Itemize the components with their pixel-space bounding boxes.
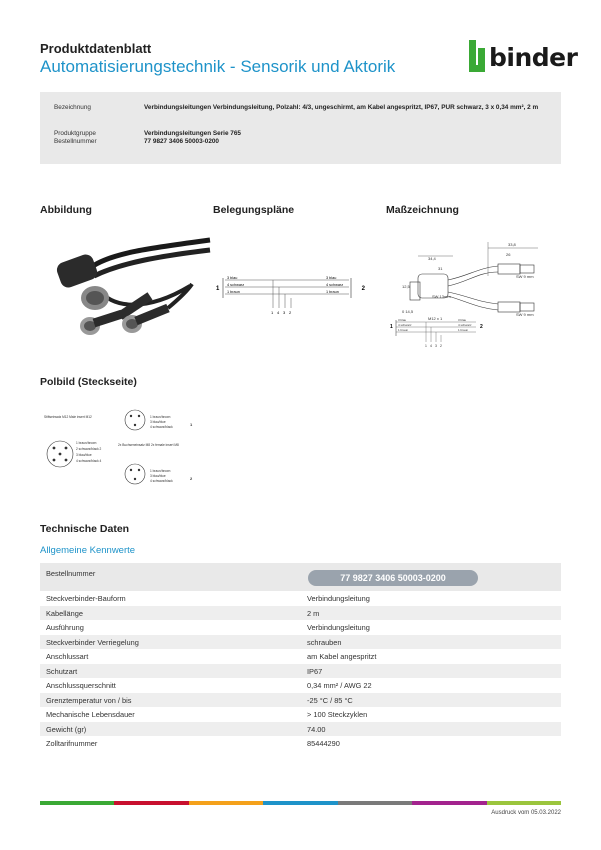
spec-value: -25 °C / 85 °C <box>307 695 353 705</box>
spec-value: IP67 <box>307 666 323 676</box>
pin-left: 4 schwarz/black 4 <box>76 459 102 463</box>
info-row-bezeichnung <box>54 104 547 130</box>
spec-table <box>40 591 561 751</box>
tech-subtitle: Allgemeine Kennwerte <box>40 545 136 556</box>
wiring-pin: 2 <box>289 310 292 315</box>
spec-key: Steckverbinder-Bauform <box>46 594 126 603</box>
pin-label-female: 2x Buchseneinsatz M8 2x female insert M8 <box>118 443 179 447</box>
info-value: Verbindungsleitungen Serie 765 <box>144 130 241 137</box>
pin-right-bottom: 3 blau/blue <box>150 474 166 478</box>
section-abbildung: Abbildung <box>40 204 92 216</box>
spec-key: Ausführung <box>46 623 84 632</box>
dim-right-group: 2 <box>480 324 483 330</box>
wiring-pin: 1 <box>271 310 274 315</box>
spec-key: Grenztemperatur von / bis <box>46 695 132 705</box>
spec-value: 0,34 mm² / AWG 22 <box>307 681 372 690</box>
pin-left: 3 blau/blue <box>76 453 92 457</box>
pin-left: 2 schwarz/black 2 <box>76 447 102 451</box>
info-label: Bezeichnung <box>54 104 91 111</box>
color-bar-segment <box>487 801 561 805</box>
print-date: Ausdruck vom 05.03.2022 <box>491 810 561 816</box>
dim-pin: 1 <box>425 344 427 348</box>
dim-wire: 4 schwarz <box>398 323 412 327</box>
spec-row <box>40 678 561 693</box>
pin-right-top: 3 blau/blue <box>150 420 166 424</box>
doc-kicker: Produktdatenblatt <box>40 41 152 56</box>
order-number-label: Bestellnummer <box>46 569 96 578</box>
spec-row <box>40 707 561 722</box>
dim-label: 0 14,5 <box>402 309 414 314</box>
spec-key: Mechanische Lebensdauer <box>46 710 135 719</box>
pin-label-male <box>44 415 92 419</box>
logo-text: binder <box>489 43 578 72</box>
pin-group-top: 1 <box>190 422 193 427</box>
pin-right-bottom: 1 braun/brown <box>150 469 171 473</box>
wiring-left-wire: 3 blau <box>227 276 238 280</box>
spec-key: Steckverbinder Verriegelung <box>46 637 139 647</box>
info-value: Verbindungsleitungen Verbindungsleitung, Polzahl: 4/3, ungeschirmt, am Kabel angespritzt, IP67, PUR schwarz, 3 x 0,34 mm², 2 m <box>144 104 539 111</box>
spec-value: 74.00 <box>307 724 326 734</box>
dim-wire: 1 braun <box>458 328 469 332</box>
dim-label: SW 9 mm <box>516 274 534 279</box>
spec-row <box>40 635 561 650</box>
spec-row <box>40 722 561 737</box>
wiring-pin: 4 <box>277 310 280 315</box>
spec-row <box>40 591 561 606</box>
spec-row <box>40 649 561 664</box>
info-row-bestellnummer <box>54 138 547 146</box>
spec-row <box>40 736 561 751</box>
info-label: Bestellnummer <box>54 138 97 145</box>
pin-label-male-text: Stiftseinsatz M12 Male insert M12 <box>44 415 92 419</box>
dim-wire: 3 blau <box>398 318 407 322</box>
spec-value: 2 m <box>307 608 320 618</box>
dim-label: SW 9 mm <box>516 312 534 317</box>
section-polbild: Polbild (Steckseite) <box>40 376 137 388</box>
dim-label: 26 <box>506 252 511 257</box>
pin-right-top: 1 braun/brown <box>150 415 171 419</box>
wiring-pin: 3 <box>283 310 286 315</box>
spec-value: Verbindungsleitung <box>307 594 370 603</box>
dim-pin: 4 <box>430 344 432 348</box>
dim-label: 33,8 <box>508 242 516 247</box>
pin-left: 1 braun/brown <box>76 441 97 445</box>
color-bar-segment <box>263 801 337 805</box>
wiring-right-wire: 3 blau <box>326 276 337 280</box>
dim-label: 34,4 <box>428 256 436 261</box>
dim-pin: 3 <box>435 344 437 348</box>
spec-value: am Kabel angespritzt <box>307 652 377 661</box>
spec-value: > 100 Steckzyklen <box>307 710 368 719</box>
spec-key: Zolltarifnummer <box>46 739 98 748</box>
dim-label: 31 <box>438 266 443 271</box>
spec-key: Kabellänge <box>46 608 83 618</box>
section-belegung: Belegungspläne <box>213 204 295 216</box>
spec-row <box>40 606 561 621</box>
section-mass: Maßzeichnung <box>386 204 459 216</box>
wiring-diagram <box>213 268 363 318</box>
color-bar <box>40 801 561 805</box>
dim-label: M12 x 1 <box>428 316 443 321</box>
color-bar-segment <box>40 801 114 805</box>
info-row-produktgruppe <box>54 130 547 138</box>
tech-title: Technische Daten <box>40 523 130 535</box>
spec-key: Anschlussart <box>46 652 89 661</box>
wiring-right-wire: 4 schwarz <box>326 283 344 287</box>
dim-label: 12,5 <box>402 284 410 289</box>
spec-value: 85444290 <box>307 739 340 748</box>
wiring-left-group: 1 <box>216 286 220 292</box>
spec-value: schrauben <box>307 637 342 647</box>
wiring-right-wire: 1 braun <box>326 290 339 294</box>
binder-logo <box>469 40 578 72</box>
color-bar-segment <box>114 801 188 805</box>
spec-key: Gewicht (gr) <box>46 724 87 734</box>
pin-right-bottom: 4 schwarz/black <box>150 479 173 483</box>
info-value: 77 9827 3406 50003-0200 <box>144 138 219 145</box>
dimension-drawing <box>388 236 560 356</box>
product-info-box <box>40 92 561 164</box>
spec-row <box>40 693 561 708</box>
spec-row <box>40 664 561 679</box>
wiring-right-group: 2 <box>361 286 365 292</box>
color-bar-segment <box>412 801 486 805</box>
dim-pin: 2 <box>440 344 442 348</box>
spec-key: Schutzart <box>46 666 78 676</box>
dim-left-group: 1 <box>390 324 393 330</box>
dim-wire: 1 braun <box>398 328 409 332</box>
info-label: Produktgruppe <box>54 130 96 137</box>
pin-layout-diagram <box>40 402 200 498</box>
wiring-left-wire: 4 schwarz <box>227 283 245 287</box>
pin-right-top: 4 schwarz/black <box>150 425 173 429</box>
doc-title: Automatisierungstechnik - Sensorik und Aktorik <box>40 57 396 76</box>
dim-label: SW 13mm <box>432 294 451 299</box>
spec-value: Verbindungsleitung <box>307 623 370 632</box>
product-photo <box>50 228 210 340</box>
binder-logo-icon <box>469 40 489 72</box>
pin-group-bottom: 2 <box>190 476 193 481</box>
dim-wire: 3 blau <box>458 318 467 322</box>
order-number-row <box>40 563 561 591</box>
order-number-badge: 77 9827 3406 50003-0200 <box>308 570 478 586</box>
color-bar-segment <box>338 801 412 805</box>
dim-wire: 4 schwarz <box>458 323 472 327</box>
spec-key: Anschlussquerschnitt <box>46 681 116 690</box>
spec-row <box>40 620 561 635</box>
wiring-left-wire: 1 braun <box>227 290 240 294</box>
color-bar-segment <box>189 801 263 805</box>
